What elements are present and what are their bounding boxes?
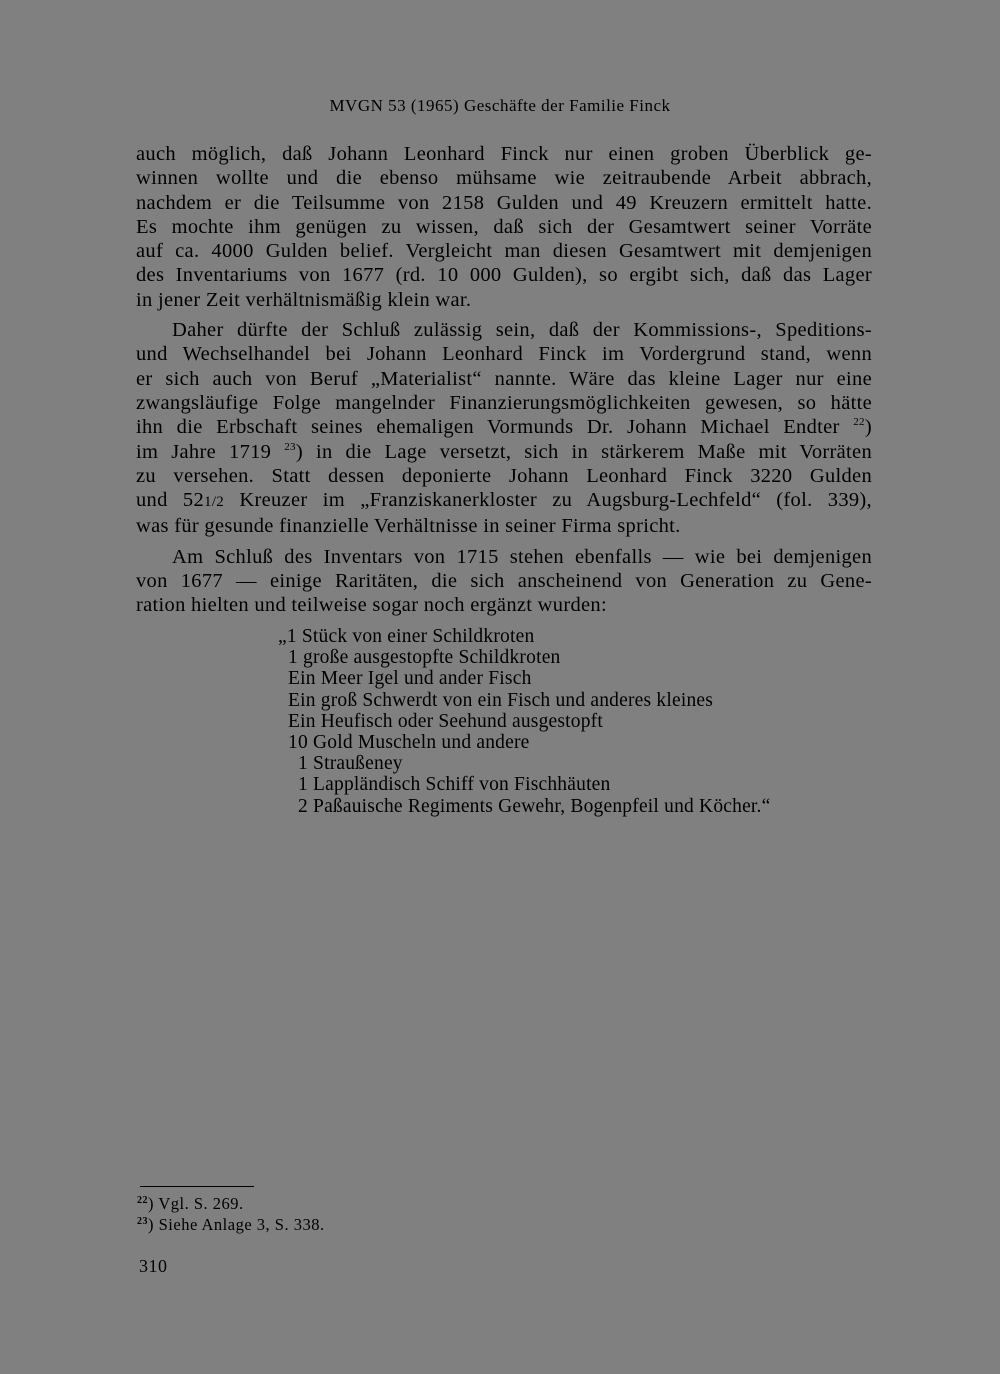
footnote: [137, 1193, 325, 1214]
text-line: nachdem er die Teilsumme von 2158 Gulden und 49 Kreuzern ermittelt hatte.: [136, 191, 872, 214]
paragraph-1: [136, 142, 872, 312]
footnote-mark: 23: [137, 1216, 148, 1227]
inventory-item: Ein Meer Igel und ander Fisch: [288, 668, 532, 690]
text-line: und Wechselhandel bei Johann Leonhard Finck im Vordergrund stand, wenn: [136, 343, 872, 366]
footnote-ref: 22: [853, 416, 865, 429]
text-line: ration hielten und teilweise sogar noch ergänzt wurden:: [136, 594, 607, 617]
text-line: Daher dürfte der Schluß zulässig sein, daß der Kommissions-, Speditions-: [172, 319, 872, 342]
text-line: in jener Zeit verhältnismäßig klein war.: [136, 288, 472, 311]
text-line: des Inventariums von 1677 (rd. 10 000 Gulden), so ergibt sich, daß das Lager: [136, 264, 872, 287]
text-line: zu versehen. Statt dessen deponierte Johann Leonhard Finck 3220 Gulden: [136, 464, 872, 487]
footnote-mark: 22: [137, 1195, 148, 1206]
footnote-text: ) Siehe Anlage 3, S. 338.: [148, 1215, 325, 1234]
inventory-item: 1 große ausgestopfte Schildkroten: [288, 647, 561, 669]
page-number: 310: [139, 1256, 168, 1276]
text-line: auch möglich, daß Johann Leonhard Finck nur einen groben Überblick ge-: [136, 143, 872, 165]
footnote-ref: 23: [284, 440, 296, 453]
inventory-list: [278, 626, 878, 817]
inventory-item: 10 Gold Muscheln und andere: [288, 732, 530, 754]
fraction: 1/2: [204, 494, 225, 511]
text-run: Kreuzer im „Franziskanerkloster zu Augsburg-Lechfeld“ (fol. 339),: [224, 489, 872, 512]
inventory-item: 1 Lappländisch Schiff von Fischhäuten: [298, 774, 611, 796]
text-line: winnen wollte und die ebenso mühsame wie zeitraubende Arbeit abbrach,: [136, 167, 872, 190]
text-run: und 52: [136, 489, 205, 512]
text-line: Es mochte ihm genügen zu wissen, daß sich der Gesamtwert seiner Vorräte: [136, 215, 872, 238]
footnote: [137, 1214, 325, 1235]
text-line: er sich auch von Beruf „Materialist“ nannte. Wäre das kleine Lager nur eine: [136, 367, 872, 390]
text-run: im Jahre 1719: [136, 440, 272, 463]
inventory-item: 1 Straußeney: [298, 753, 403, 775]
text-line: von 1677 — einige Raritäten, die sich anscheinend von Generation zu Gene-: [136, 570, 872, 593]
inventory-item: 2 Paßauische Regiments Gewehr, Bogenpfeil und Köcher.“: [298, 795, 771, 817]
inventory-item: Ein groß Schwerdt von ein Fisch und anderes kleines: [288, 689, 714, 711]
body-text: [136, 142, 872, 618]
text-line: was für gesunde finanzielle Verhältnisse in seiner Firma spricht.: [136, 515, 681, 538]
text-line: [136, 488, 872, 514]
paragraph-2: [136, 318, 872, 539]
text-run: ) in die Lage versetzt, sich in stärkerem Maße mit Vorräten: [295, 440, 872, 463]
text-line: [136, 440, 872, 464]
text-run: ihn die Erbschaft seines ehemaligen Vormunds Dr. Johann Michael Endter: [136, 416, 840, 439]
running-head: MVGN 53 (1965) Geschäfte der Familie Finck: [329, 96, 671, 115]
inventory-item: Ein Heufisch oder Seehund ausgestopft: [288, 710, 603, 732]
footnote-text: ) Vgl. S. 269.: [148, 1194, 244, 1213]
text-line: Am Schluß des Inventars von 1715 stehen ebenfalls — wie bei demjenigen: [172, 545, 872, 568]
text-line: ihn die Erbschaft seines ehemaligen Vormunds Dr. Johann Michael Endter $^{22}$): [136, 416, 872, 439]
text-line: auf ca. 4000 Gulden belief. Vergleicht man diesen Gesamtwert mit demjenigen: [136, 240, 872, 263]
inventory-item: „1 Stück von einer Schildkroten: [278, 626, 535, 647]
footnotes: [137, 1193, 325, 1235]
paragraph-3: [136, 545, 872, 618]
text-line: zwangsläufige Folge mangelnder Finanzierungsmöglichkeiten gewesen, so hätte: [136, 391, 872, 414]
footnote-divider: [140, 1186, 254, 1187]
